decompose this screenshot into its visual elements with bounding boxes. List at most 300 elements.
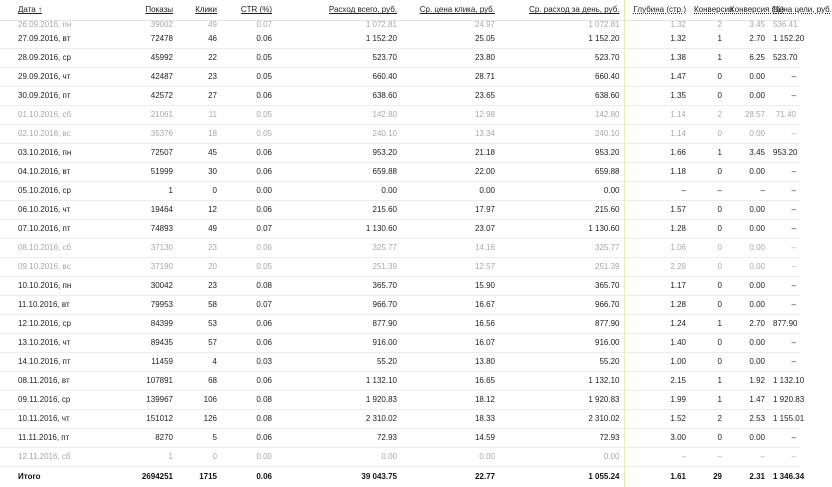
sort-link-date[interactable]: Дата ↑ xyxy=(18,5,42,15)
cell-date: 11.10.2016, вт xyxy=(18,300,70,309)
cell-depth: 1.57 xyxy=(624,200,690,219)
cell-avg-daily-cost: 0.00 xyxy=(603,452,620,461)
cell-depth: 3.00 xyxy=(624,428,690,447)
cell-conversion-rate: 0.00 xyxy=(749,338,765,347)
table-row xyxy=(0,181,800,200)
cell-conversions: 2 xyxy=(717,414,722,423)
cell-goal-cost: – xyxy=(791,262,796,271)
cell-conversion-rate: 3.45 xyxy=(749,148,765,157)
table-row xyxy=(0,162,800,181)
cell-avg-cpc: 14.16 xyxy=(474,243,495,252)
cell-conversion-rate: 2.70 xyxy=(749,319,765,328)
cell-avg-cpc: 15.90 xyxy=(474,281,495,290)
cell-goal-cost: 877.90 xyxy=(773,319,798,328)
sort-link-conversions[interactable]: Конверсии xyxy=(694,5,734,15)
cell-goal-cost: – xyxy=(791,205,796,214)
cell-conversion-rate: 0.00 xyxy=(749,129,765,138)
cell-goal-cost: – xyxy=(791,72,796,81)
cell-goal-cost: – xyxy=(791,433,796,442)
cell-impressions: 37190 xyxy=(150,262,173,271)
total-impressions: 2694251 xyxy=(141,472,173,482)
cell-conversions: 1 xyxy=(717,33,722,43)
cell-avg-cpc: 24.97 xyxy=(474,20,495,29)
cell-conversion-rate: 0.00 xyxy=(749,262,765,271)
table-header-row xyxy=(0,0,800,20)
sort-link-clicks[interactable]: Клики xyxy=(195,5,217,15)
column-header-conversion-rate[interactable] xyxy=(726,0,785,20)
cell-cost-total: 659.88 xyxy=(372,167,397,176)
cell-goal-cost: – xyxy=(791,357,796,366)
cell-clicks: 0 xyxy=(212,452,217,461)
cell-goal-cost: 71.40 xyxy=(775,110,796,119)
cell-avg-daily-cost: 1 920.83 xyxy=(588,395,620,404)
cell-avg-daily-cost: 215.60 xyxy=(595,205,620,214)
table-row xyxy=(0,314,800,333)
cell-ctr: 0.07 xyxy=(256,20,272,29)
cell-clicks: 49 xyxy=(208,224,217,233)
table-row xyxy=(0,447,800,466)
cell-goal-cost: 1 920.83 xyxy=(773,395,805,404)
cell-ctr: 0.07 xyxy=(256,224,272,233)
cell-avg-daily-cost: 1 072.81 xyxy=(588,20,620,29)
cell-goal-cost: – xyxy=(791,281,796,290)
cell-date: 06.10.2016, чт xyxy=(18,205,71,214)
cell-ctr: 0.08 xyxy=(256,414,272,423)
cell-depth: 1.14 xyxy=(624,105,690,124)
table-row xyxy=(0,428,800,447)
cell-ctr: 0.08 xyxy=(256,281,272,290)
cell-conversions: 2 xyxy=(717,110,722,119)
column-header-impressions[interactable] xyxy=(133,0,177,20)
cell-depth: 2.15 xyxy=(624,371,690,390)
cell-clicks: 53 xyxy=(208,319,217,328)
cell-avg-cpc: 16.07 xyxy=(474,338,495,347)
cell-cost-total: 638.60 xyxy=(372,91,397,100)
cell-avg-cpc: 23.65 xyxy=(474,91,495,100)
table-row xyxy=(0,29,800,48)
cell-ctr: 0.08 xyxy=(256,395,272,404)
cell-conversions: 1 xyxy=(717,376,722,385)
cell-avg-cpc: 16.56 xyxy=(474,319,495,328)
cell-conversions: 0 xyxy=(717,224,722,233)
column-header-conversions[interactable] xyxy=(690,0,734,20)
column-header-goal-cost[interactable] xyxy=(769,0,832,20)
cell-conversions: 0 xyxy=(717,243,722,252)
cell-goal-cost: – xyxy=(791,300,796,309)
cell-date: 08.11.2016, вт xyxy=(18,376,70,385)
cell-impressions: 151012 xyxy=(146,414,173,423)
table-row xyxy=(0,238,800,257)
cell-ctr: 0.06 xyxy=(256,433,272,442)
cell-avg-daily-cost: 1 132.10 xyxy=(588,376,620,385)
cell-goal-cost: – xyxy=(791,338,796,347)
table-row xyxy=(0,200,800,219)
cell-date: 10.11.2016, чт xyxy=(18,414,70,423)
cell-conversion-rate: 0.00 xyxy=(749,72,765,81)
table-row xyxy=(0,124,800,143)
cell-depth: 1.06 xyxy=(624,238,690,257)
cell-avg-daily-cost: 953.20 xyxy=(595,148,620,157)
sort-link-avg-daily-cost[interactable]: Ср. расход за день, руб. xyxy=(529,5,620,15)
cell-cost-total: 953.20 xyxy=(372,148,397,157)
cell-date: 03.10.2016, пн xyxy=(18,148,72,157)
table-row xyxy=(0,143,800,162)
cell-impressions: 1 xyxy=(168,186,173,195)
cell-conversion-rate: – xyxy=(760,452,765,461)
cell-cost-total: 72.93 xyxy=(376,433,397,442)
cell-depth: 1.24 xyxy=(624,314,690,333)
cell-avg-cpc: 23.07 xyxy=(474,224,495,233)
cell-avg-cpc: 13.34 xyxy=(474,129,495,138)
cell-ctr: 0.00 xyxy=(256,186,272,195)
total-depth: 1.61 xyxy=(624,466,690,487)
cell-depth: 1.35 xyxy=(624,86,690,105)
cell-date: 09.11.2016, ср xyxy=(18,395,71,404)
cell-depth: 1.32 xyxy=(624,20,690,29)
cell-avg-cpc: 23.80 xyxy=(474,53,495,62)
sort-link-goal-cost[interactable]: Цена цели, руб. xyxy=(773,5,832,15)
cell-depth: 1.28 xyxy=(624,219,690,238)
cell-date: 14.10.2016, пт xyxy=(18,357,71,366)
table-row xyxy=(0,105,800,124)
table-row xyxy=(0,352,800,371)
cell-avg-cpc: 17.97 xyxy=(474,205,495,214)
total-ctr: 0.06 xyxy=(256,472,272,482)
cell-depth: 1.18 xyxy=(624,162,690,181)
column-header-avg-daily-cost[interactable] xyxy=(499,0,624,20)
cell-date: 30.09.2016, пт xyxy=(18,91,71,100)
cell-conversions: 2 xyxy=(717,20,722,29)
cell-conversion-rate: 1.47 xyxy=(749,395,765,404)
cell-cost-total: 0.00 xyxy=(381,186,397,195)
cell-impressions: 37130 xyxy=(150,243,173,252)
cell-cost-total: 240.10 xyxy=(372,129,397,138)
cell-cost-total: 660.40 xyxy=(372,72,397,81)
cell-impressions: 107891 xyxy=(146,376,173,385)
column-header-depth[interactable] xyxy=(624,0,690,20)
cell-avg-cpc: 18.12 xyxy=(474,395,495,404)
cell-goal-cost: – xyxy=(791,243,796,252)
cell-ctr: 0.05 xyxy=(256,110,272,119)
cell-avg-cpc: 16.65 xyxy=(474,376,495,385)
cell-cost-total: 916.00 xyxy=(372,338,397,347)
cell-impressions: 39002 xyxy=(150,20,173,29)
cell-impressions: 21061 xyxy=(150,110,173,119)
total-conversions: 29 xyxy=(713,472,722,482)
cell-impressions: 8270 xyxy=(155,433,173,442)
cell-conversion-rate: 0.00 xyxy=(749,91,765,100)
cell-clicks: 57 xyxy=(208,338,217,347)
cell-ctr: 0.00 xyxy=(256,452,272,461)
table-row xyxy=(0,86,800,105)
cell-avg-daily-cost: 55.20 xyxy=(599,357,620,366)
cell-goal-cost: – xyxy=(791,452,796,461)
cell-avg-daily-cost: 966.70 xyxy=(595,300,620,309)
cell-clicks: 12 xyxy=(208,205,217,214)
cell-goal-cost: 953.20 xyxy=(773,148,798,157)
cell-clicks: 49 xyxy=(208,20,217,29)
cell-ctr: 0.05 xyxy=(256,72,272,81)
cell-avg-daily-cost: 72.93 xyxy=(599,433,620,442)
cell-depth: 2.29 xyxy=(624,257,690,276)
cell-avg-daily-cost: 240.10 xyxy=(595,129,620,138)
cell-impressions: 35376 xyxy=(150,129,173,138)
table-row xyxy=(0,276,800,295)
cell-ctr: 0.07 xyxy=(256,300,272,309)
cell-ctr: 0.06 xyxy=(256,148,272,157)
table-row xyxy=(0,333,800,352)
cell-cost-total: 1 072.81 xyxy=(365,20,397,29)
column-header-ctr[interactable] xyxy=(221,0,276,20)
cell-clicks: 18 xyxy=(208,129,217,138)
cell-ctr: 0.06 xyxy=(256,33,272,43)
cell-conversions: 0 xyxy=(717,300,722,309)
cell-conversion-rate: 1.92 xyxy=(749,376,765,385)
cell-avg-daily-cost: 638.60 xyxy=(595,91,620,100)
cell-depth: – xyxy=(624,447,690,466)
sort-link-depth[interactable]: Глубина (стр.) xyxy=(633,5,686,15)
cell-date: 09.10.2016, вс xyxy=(18,262,71,271)
cell-impressions: 42487 xyxy=(150,72,173,81)
cell-depth: 1.66 xyxy=(624,143,690,162)
cell-conversions: – xyxy=(717,452,722,461)
cell-cost-total: 325.77 xyxy=(372,243,397,252)
cell-conversions: 1 xyxy=(717,53,722,62)
cell-goal-cost: 523.70 xyxy=(773,53,798,62)
cell-ctr: 0.06 xyxy=(256,167,272,176)
cell-date: 10.10.2016, пн xyxy=(18,281,72,290)
cell-conversions: 0 xyxy=(717,262,722,271)
cell-date: 01.10.2016, сб xyxy=(18,110,72,119)
column-header-date[interactable] xyxy=(0,0,133,20)
cell-date: 13.10.2016, чт xyxy=(18,338,71,347)
cell-avg-daily-cost: 142.80 xyxy=(595,110,620,119)
cell-depth: – xyxy=(624,181,690,200)
cell-ctr: 0.05 xyxy=(256,53,272,62)
cell-cost-total: 215.60 xyxy=(372,205,397,214)
cell-goal-cost: 536.41 xyxy=(773,20,798,29)
cell-conversion-rate: 2.53 xyxy=(749,414,765,423)
cell-impressions: 1 xyxy=(168,452,173,461)
cell-conversions: 0 xyxy=(717,357,722,366)
cell-cost-total: 1 130.60 xyxy=(365,224,397,233)
cell-depth: 1.40 xyxy=(624,333,690,352)
cell-conversions: 1 xyxy=(717,148,722,157)
cell-conversions: – xyxy=(717,186,722,195)
cell-depth: 1.52 xyxy=(624,409,690,428)
cell-avg-daily-cost: 659.88 xyxy=(595,167,620,176)
table-row xyxy=(0,295,800,314)
cell-conversion-rate: 0.00 xyxy=(749,433,765,442)
cell-avg-cpc: 28.71 xyxy=(474,72,495,81)
cell-date: 12.10.2016, ср xyxy=(18,319,71,328)
cell-avg-cpc: 0.00 xyxy=(479,452,495,461)
cell-avg-cpc: 14.59 xyxy=(474,433,495,442)
cell-ctr: 0.06 xyxy=(256,205,272,214)
cell-clicks: 58 xyxy=(208,300,217,309)
cell-goal-cost: – xyxy=(791,186,796,195)
cell-clicks: 11 xyxy=(208,110,217,119)
cell-goal-cost: – xyxy=(791,224,796,233)
cell-impressions: 84399 xyxy=(150,319,173,328)
cell-impressions: 74893 xyxy=(150,224,173,233)
cell-clicks: 23 xyxy=(208,243,217,252)
cell-clicks: 45 xyxy=(208,148,217,157)
cell-impressions: 89435 xyxy=(150,338,173,347)
cell-conversions: 1 xyxy=(717,319,722,328)
cell-avg-daily-cost: 1 152.20 xyxy=(588,33,620,43)
cell-depth: 1.14 xyxy=(624,124,690,143)
cell-clicks: 4 xyxy=(212,357,217,366)
cell-avg-cpc: 12.57 xyxy=(474,262,495,271)
cell-clicks: 0 xyxy=(212,186,217,195)
cell-avg-cpc: 25.05 xyxy=(474,33,495,43)
cell-depth: 1.99 xyxy=(624,390,690,409)
table-row xyxy=(0,390,800,409)
sort-link-ctr[interactable]: CTR (%) xyxy=(240,5,272,15)
sort-link-avg-cpc[interactable]: Ср. цена клика, руб. xyxy=(419,5,495,15)
sort-link-conversion-rate[interactable]: Конверсия (%) xyxy=(730,5,785,15)
cell-conversion-rate: 0.00 xyxy=(749,300,765,309)
cell-conversion-rate: 0.00 xyxy=(749,281,765,290)
table-row xyxy=(0,20,800,29)
table-row xyxy=(0,67,800,86)
cell-goal-cost: – xyxy=(791,167,796,176)
cell-conversion-rate: 0.00 xyxy=(749,224,765,233)
cell-avg-daily-cost: 916.00 xyxy=(595,338,620,347)
cell-conversions: 1 xyxy=(717,395,722,404)
cell-depth: 1.17 xyxy=(624,276,690,295)
total-cost-total: 39 043.75 xyxy=(361,472,397,482)
cell-clicks: 5 xyxy=(212,433,217,442)
cell-clicks: 27 xyxy=(208,91,217,100)
cell-clicks: 68 xyxy=(208,376,217,385)
total-conversion-rate: 2.31 xyxy=(749,472,765,482)
cell-avg-daily-cost: 2 310.02 xyxy=(588,414,620,423)
cell-ctr: 0.06 xyxy=(256,376,272,385)
cell-conversion-rate: 0.00 xyxy=(749,167,765,176)
cell-impressions: 11459 xyxy=(151,357,173,366)
cell-impressions: 79953 xyxy=(150,300,173,309)
cell-conversion-rate: – xyxy=(760,186,765,195)
cell-date: 26.09.2016, пн xyxy=(18,20,72,29)
cell-avg-cpc: 13.80 xyxy=(474,357,495,366)
cell-conversions: 0 xyxy=(717,129,722,138)
cell-depth: 1.38 xyxy=(624,48,690,67)
cell-ctr: 0.06 xyxy=(256,91,272,100)
table-row xyxy=(0,371,800,390)
cell-conversion-rate: 0.00 xyxy=(749,357,765,366)
cell-cost-total: 523.70 xyxy=(372,53,397,62)
cell-date: 29.09.2016, чт xyxy=(18,72,71,81)
cell-clicks: 20 xyxy=(208,262,217,271)
cell-impressions: 72478 xyxy=(150,33,173,43)
cell-conversions: 0 xyxy=(717,91,722,100)
column-header-clicks[interactable] xyxy=(177,0,221,20)
cell-avg-cpc: 18.33 xyxy=(474,414,495,423)
cell-impressions: 19464 xyxy=(150,205,173,214)
cell-clicks: 22 xyxy=(208,53,217,62)
cell-depth: 1.32 xyxy=(624,29,690,48)
cell-conversion-rate: 0.00 xyxy=(749,243,765,252)
cell-ctr: 0.06 xyxy=(256,319,272,328)
total-avg-cpc: 22.77 xyxy=(474,472,495,482)
column-header-avg-cpc[interactable] xyxy=(401,0,499,20)
cell-depth: 1.47 xyxy=(624,67,690,86)
cell-date: 07.10.2016, пт xyxy=(18,224,71,233)
table-row xyxy=(0,257,800,276)
cell-avg-daily-cost: 325.77 xyxy=(595,243,620,252)
cell-cost-total: 2 310.02 xyxy=(365,414,397,423)
cell-goal-cost: – xyxy=(791,129,796,138)
cell-conversions: 0 xyxy=(717,205,722,214)
cell-clicks: 30 xyxy=(208,167,217,176)
cell-clicks: 23 xyxy=(208,281,217,290)
cell-ctr: 0.06 xyxy=(256,243,272,252)
cell-cost-total: 365.70 xyxy=(372,281,397,290)
table-row xyxy=(0,48,800,67)
cell-avg-daily-cost: 0.00 xyxy=(603,186,620,195)
cell-goal-cost: – xyxy=(791,91,796,100)
sort-link-impressions[interactable]: Показы xyxy=(145,5,173,15)
cell-impressions: 42572 xyxy=(150,91,173,100)
cell-goal-cost: 1 155.01 xyxy=(773,414,805,423)
cell-clicks: 23 xyxy=(208,72,217,81)
column-header-cost-total[interactable] xyxy=(276,0,401,20)
cell-date: 02.10.2016, вс xyxy=(18,129,71,138)
cell-conversions: 0 xyxy=(717,72,722,81)
cell-clicks: 126 xyxy=(203,414,217,423)
cell-conversions: 0 xyxy=(717,167,722,176)
cell-cost-total: 877.90 xyxy=(372,319,397,328)
cell-impressions: 51999 xyxy=(150,167,173,176)
cell-ctr: 0.05 xyxy=(256,129,272,138)
cell-depth: 1.28 xyxy=(624,295,690,314)
cell-date: 05.10.2016, ср xyxy=(18,186,71,195)
table-body xyxy=(0,20,805,466)
table-row xyxy=(0,219,800,238)
cell-date: 04.10.2016, вт xyxy=(18,167,71,176)
total-date: Итого xyxy=(18,472,41,482)
cell-cost-total: 0.00 xyxy=(381,452,397,461)
total-clicks: 1715 xyxy=(199,472,217,482)
cell-conversions: 0 xyxy=(717,433,722,442)
cell-avg-cpc: 12.98 xyxy=(474,110,495,119)
cell-impressions: 30042 xyxy=(150,281,173,290)
cell-ctr: 0.06 xyxy=(256,338,272,347)
cell-avg-cpc: 21.18 xyxy=(474,148,495,157)
cell-impressions: 45992 xyxy=(150,53,173,62)
cell-goal-cost: 1 132.10 xyxy=(773,376,805,385)
cell-avg-cpc: 22.00 xyxy=(474,167,495,176)
cell-clicks: 106 xyxy=(203,395,217,404)
cell-conversion-rate: 0.00 xyxy=(749,205,765,214)
cell-date: 12.11.2016, сб xyxy=(18,452,71,461)
cell-cost-total: 55.20 xyxy=(376,357,397,366)
cell-avg-daily-cost: 523.70 xyxy=(595,53,620,62)
sort-link-cost-total[interactable]: Расход всего, руб. xyxy=(328,5,397,15)
total-avg-daily-cost: 1 055.24 xyxy=(588,472,620,482)
cell-cost-total: 1 132.10 xyxy=(365,376,397,385)
cell-avg-cpc: 0.00 xyxy=(479,186,495,195)
cell-cost-total: 1 920.83 xyxy=(365,395,397,404)
cell-date: 27.09.2016, вт xyxy=(18,33,71,43)
cell-impressions: 139967 xyxy=(146,395,173,404)
cell-avg-daily-cost: 1 130.60 xyxy=(588,224,620,233)
cell-conversions: 0 xyxy=(717,338,722,347)
cell-conversion-rate: 6.25 xyxy=(749,53,765,62)
cell-depth: 1.00 xyxy=(624,352,690,371)
